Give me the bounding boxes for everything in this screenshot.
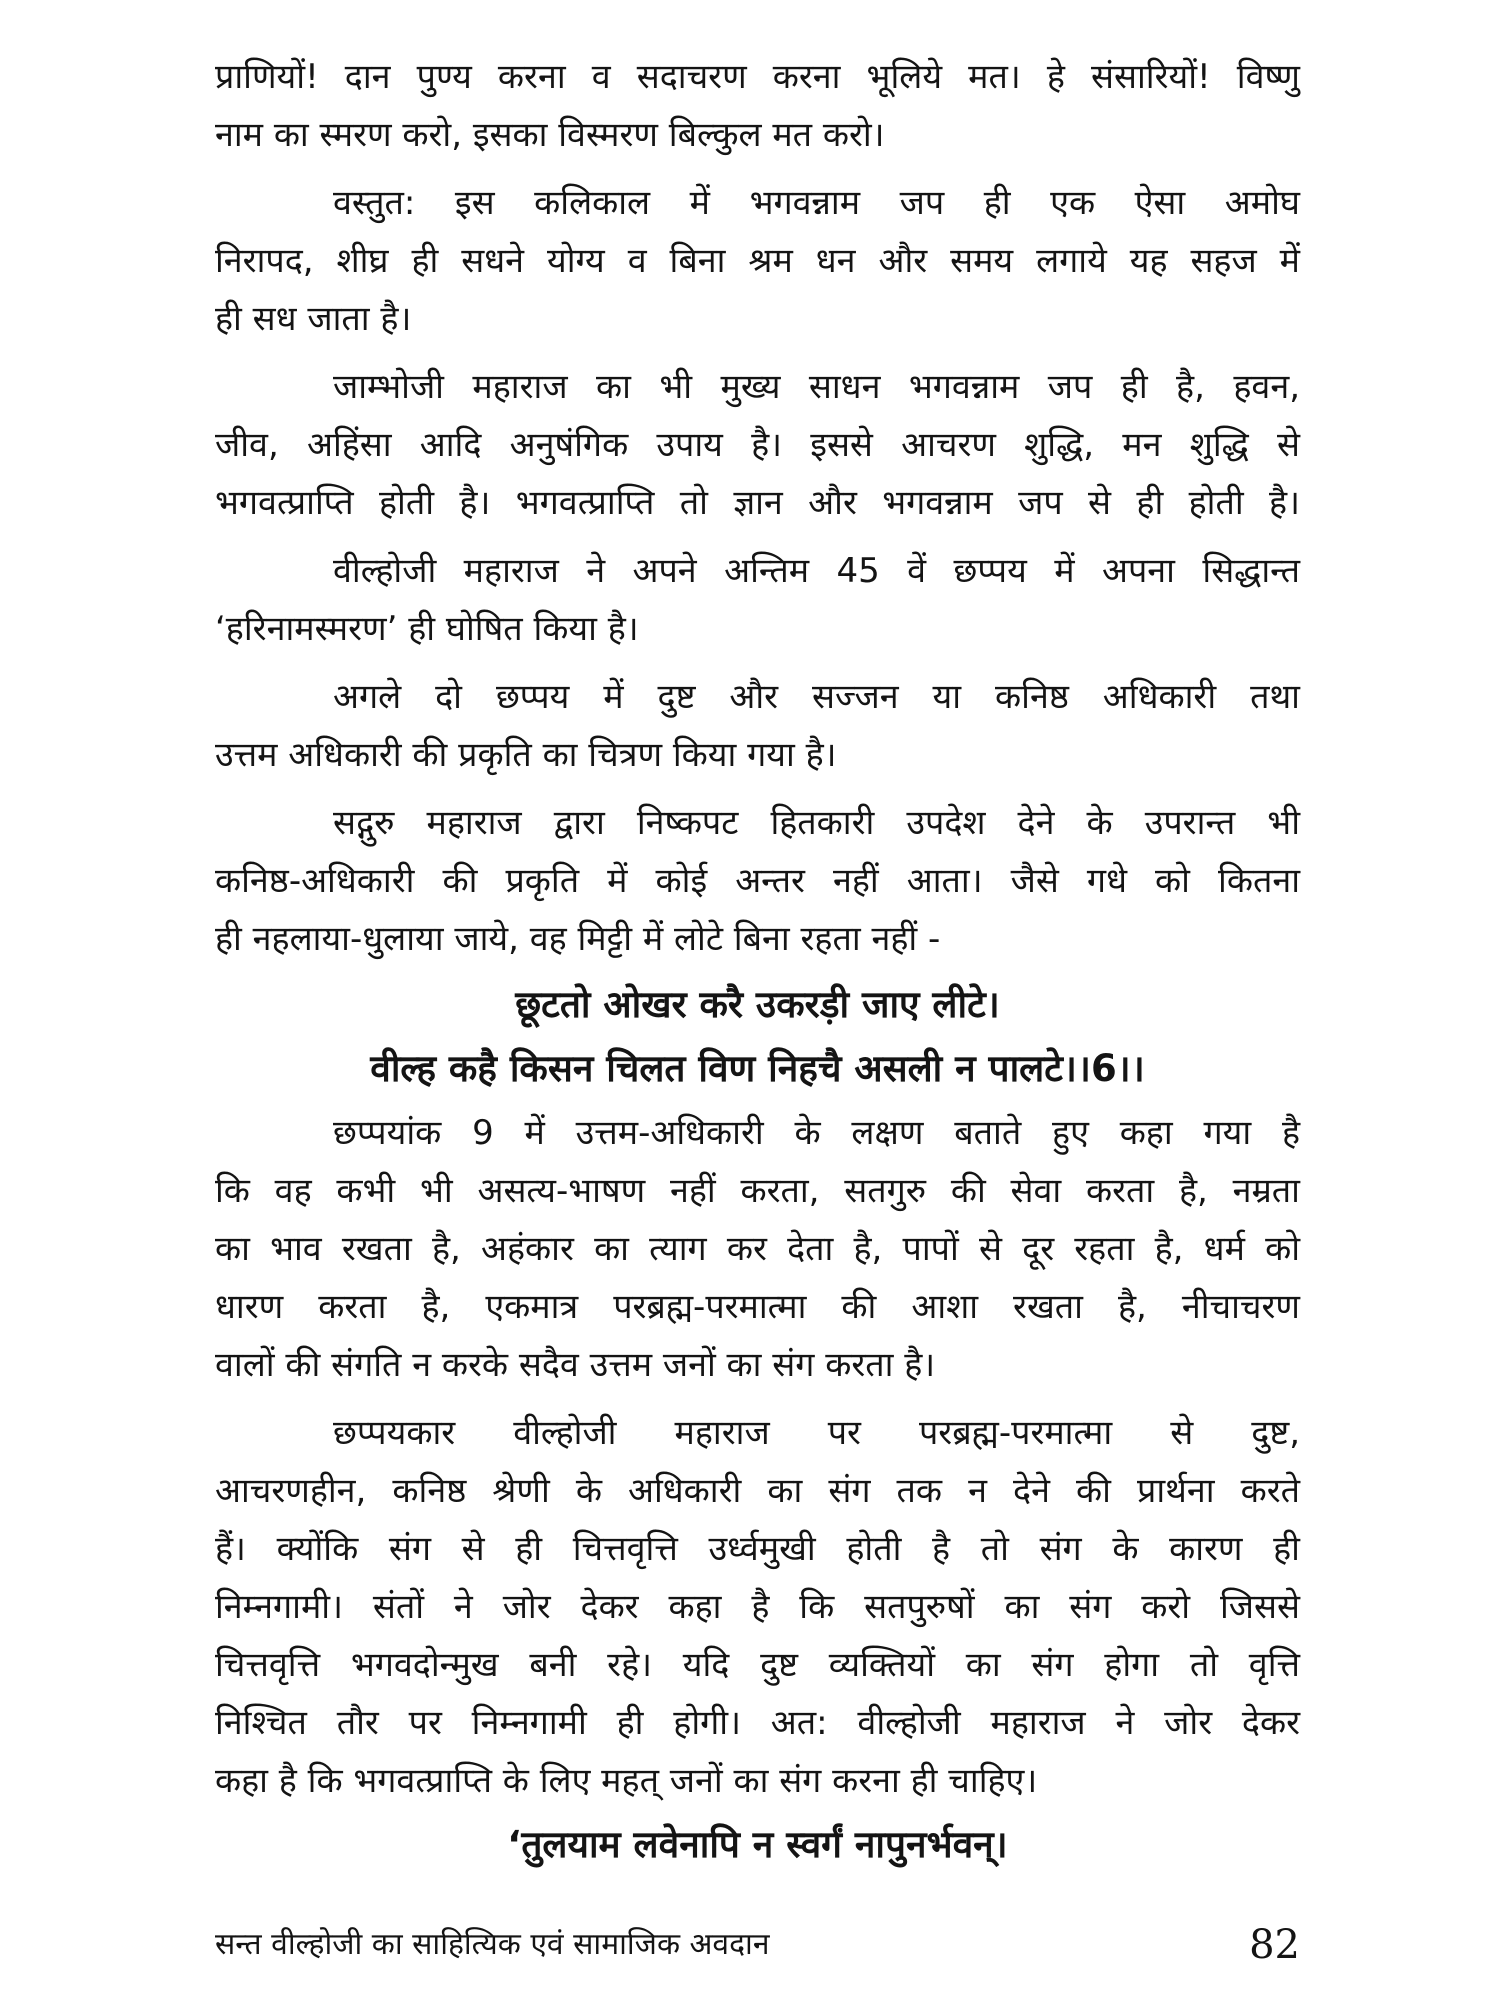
paragraph-start: वस्तुत: इस कलिकाल में भगवन्नाम जप ही एक ऐसा अमोघ	[333, 183, 1300, 223]
page-footer	[215, 1920, 1300, 1970]
text-line: जीव, अहिंसा आदि अनुषंगिक उपाय है। इससे आचरण शुद्धि, मन शुद्धि से	[215, 425, 1300, 465]
paragraph-start: सद्गुरु महाराज द्वारा निष्कपट हितकारी उपदेश देने के उपरान्त भी	[333, 803, 1300, 843]
verse-line: छूटतो ओखर करै उकरड़ी जाए लीटे।	[515, 983, 1000, 1026]
paragraph-start: छप्पयांक 9 में उत्तम-अधिकारी के लक्षण बताते हुए कहा गया है	[333, 1113, 1300, 1153]
text-line: नाम का स्मरण करो, इसका विस्मरण बिल्कुल मत करो।	[215, 115, 885, 155]
text-line: ही नहलाया-धुलाया जाये, वह मिट्टी में लोटे बिना रहता नहीं -	[215, 919, 941, 959]
text-line: ही सध जाता है।	[215, 299, 412, 339]
text-line: धारण करता है, एकमात्र परब्रह्म-परमात्मा की आशा रखता है, नीचाचरण	[215, 1287, 1300, 1327]
text-line: भगवत्प्राप्ति होती है। भगवत्प्राप्ति तो ज्ञान और भगवन्नाम जप से ही होती है।	[215, 483, 1300, 523]
text-line: हैं। क्योंकि संग से ही चित्तवृत्ति उर्ध्वमुखी होती है तो संग के कारण ही	[215, 1529, 1300, 1569]
verse-line: ‘तुलयाम लवेनापि न स्वर्गं नापुनर्भवन्।	[507, 1823, 1008, 1866]
paragraph-start: छप्पयकार वील्होजी महाराज पर परब्रह्म-परमात्मा से दुष्ट,	[333, 1413, 1300, 1453]
text-line: आचरणहीन, कनिष्ठ श्रेणी के अधिकारी का संग तक न देने की प्रार्थना करते	[215, 1471, 1300, 1511]
text-line: वालों की संगति न करके सदैव उत्तम जनों का संग करता है।	[215, 1345, 936, 1385]
text-line: निश्चित तौर पर निम्नगामी ही होगी। अत: वील्होजी महाराज ने जोर देकर	[215, 1703, 1300, 1743]
text-line: कनिष्ठ-अधिकारी की प्रकृति में कोई अन्तर नहीं आता। जैसे गधे को कितना	[215, 861, 1300, 901]
text-line: कहा है कि भगवत्प्राप्ति के लिए महत् जनों का संग करना ही चाहिए।	[215, 1761, 1038, 1801]
page-number: 82	[1249, 1922, 1300, 1968]
text-line: निरापद, शीघ्र ही सधने योग्य व बिना श्रम धन और समय लगाये यह सहज में	[215, 241, 1300, 281]
text-line: चित्तवृत्ति भगवदोन्मुख बनी रहे। यदि दुष्ट व्यक्तियों का संग होगा तो वृत्ति	[215, 1645, 1300, 1685]
book-page	[215, 48, 1300, 1968]
paragraph-start: वील्होजी महाराज ने अपने अन्तिम 45 वें छप्पय में अपना सिद्धान्त	[333, 551, 1300, 591]
text-line: का भाव रखता है, अहंकार का त्याग कर देता है, पापों से दूर रहता है, धर्म को	[215, 1229, 1300, 1269]
text-line: ‘हरिनामस्मरण’ ही घोषित किया है।	[215, 609, 639, 649]
text-line: निम्नगामी। संतों ने जोर देकर कहा है कि सतपुरुषों का संग करो जिससे	[215, 1587, 1300, 1627]
paragraph-start: अगले दो छप्पय में दुष्ट और सज्जन या कनिष्ठ अधिकारी तथा	[333, 677, 1300, 717]
text-line: प्राणियों! दान पुण्य करना व सदाचरण करना भूलिये मत। हे संसारियों! विष्णु	[215, 57, 1300, 97]
text-line: उत्तम अधिकारी की प्रकृति का चित्रण किया गया है।	[215, 735, 837, 775]
book-title: सन्त वील्होजी का साहित्यिक एवं सामाजिक अवदान	[215, 1927, 770, 1962]
text-line: कि वह कभी भी असत्य-भाषण नहीं करता, सतगुरु की सेवा करता है, नम्रता	[215, 1171, 1300, 1211]
verse-line: वील्ह कहै किसन चिलत विण निहचै असली न पालटे।।6।।	[370, 1047, 1145, 1090]
paragraph-start: जाम्भोजी महाराज का भी मुख्य साधन भगवन्नाम जप ही है, हवन,	[333, 367, 1300, 407]
